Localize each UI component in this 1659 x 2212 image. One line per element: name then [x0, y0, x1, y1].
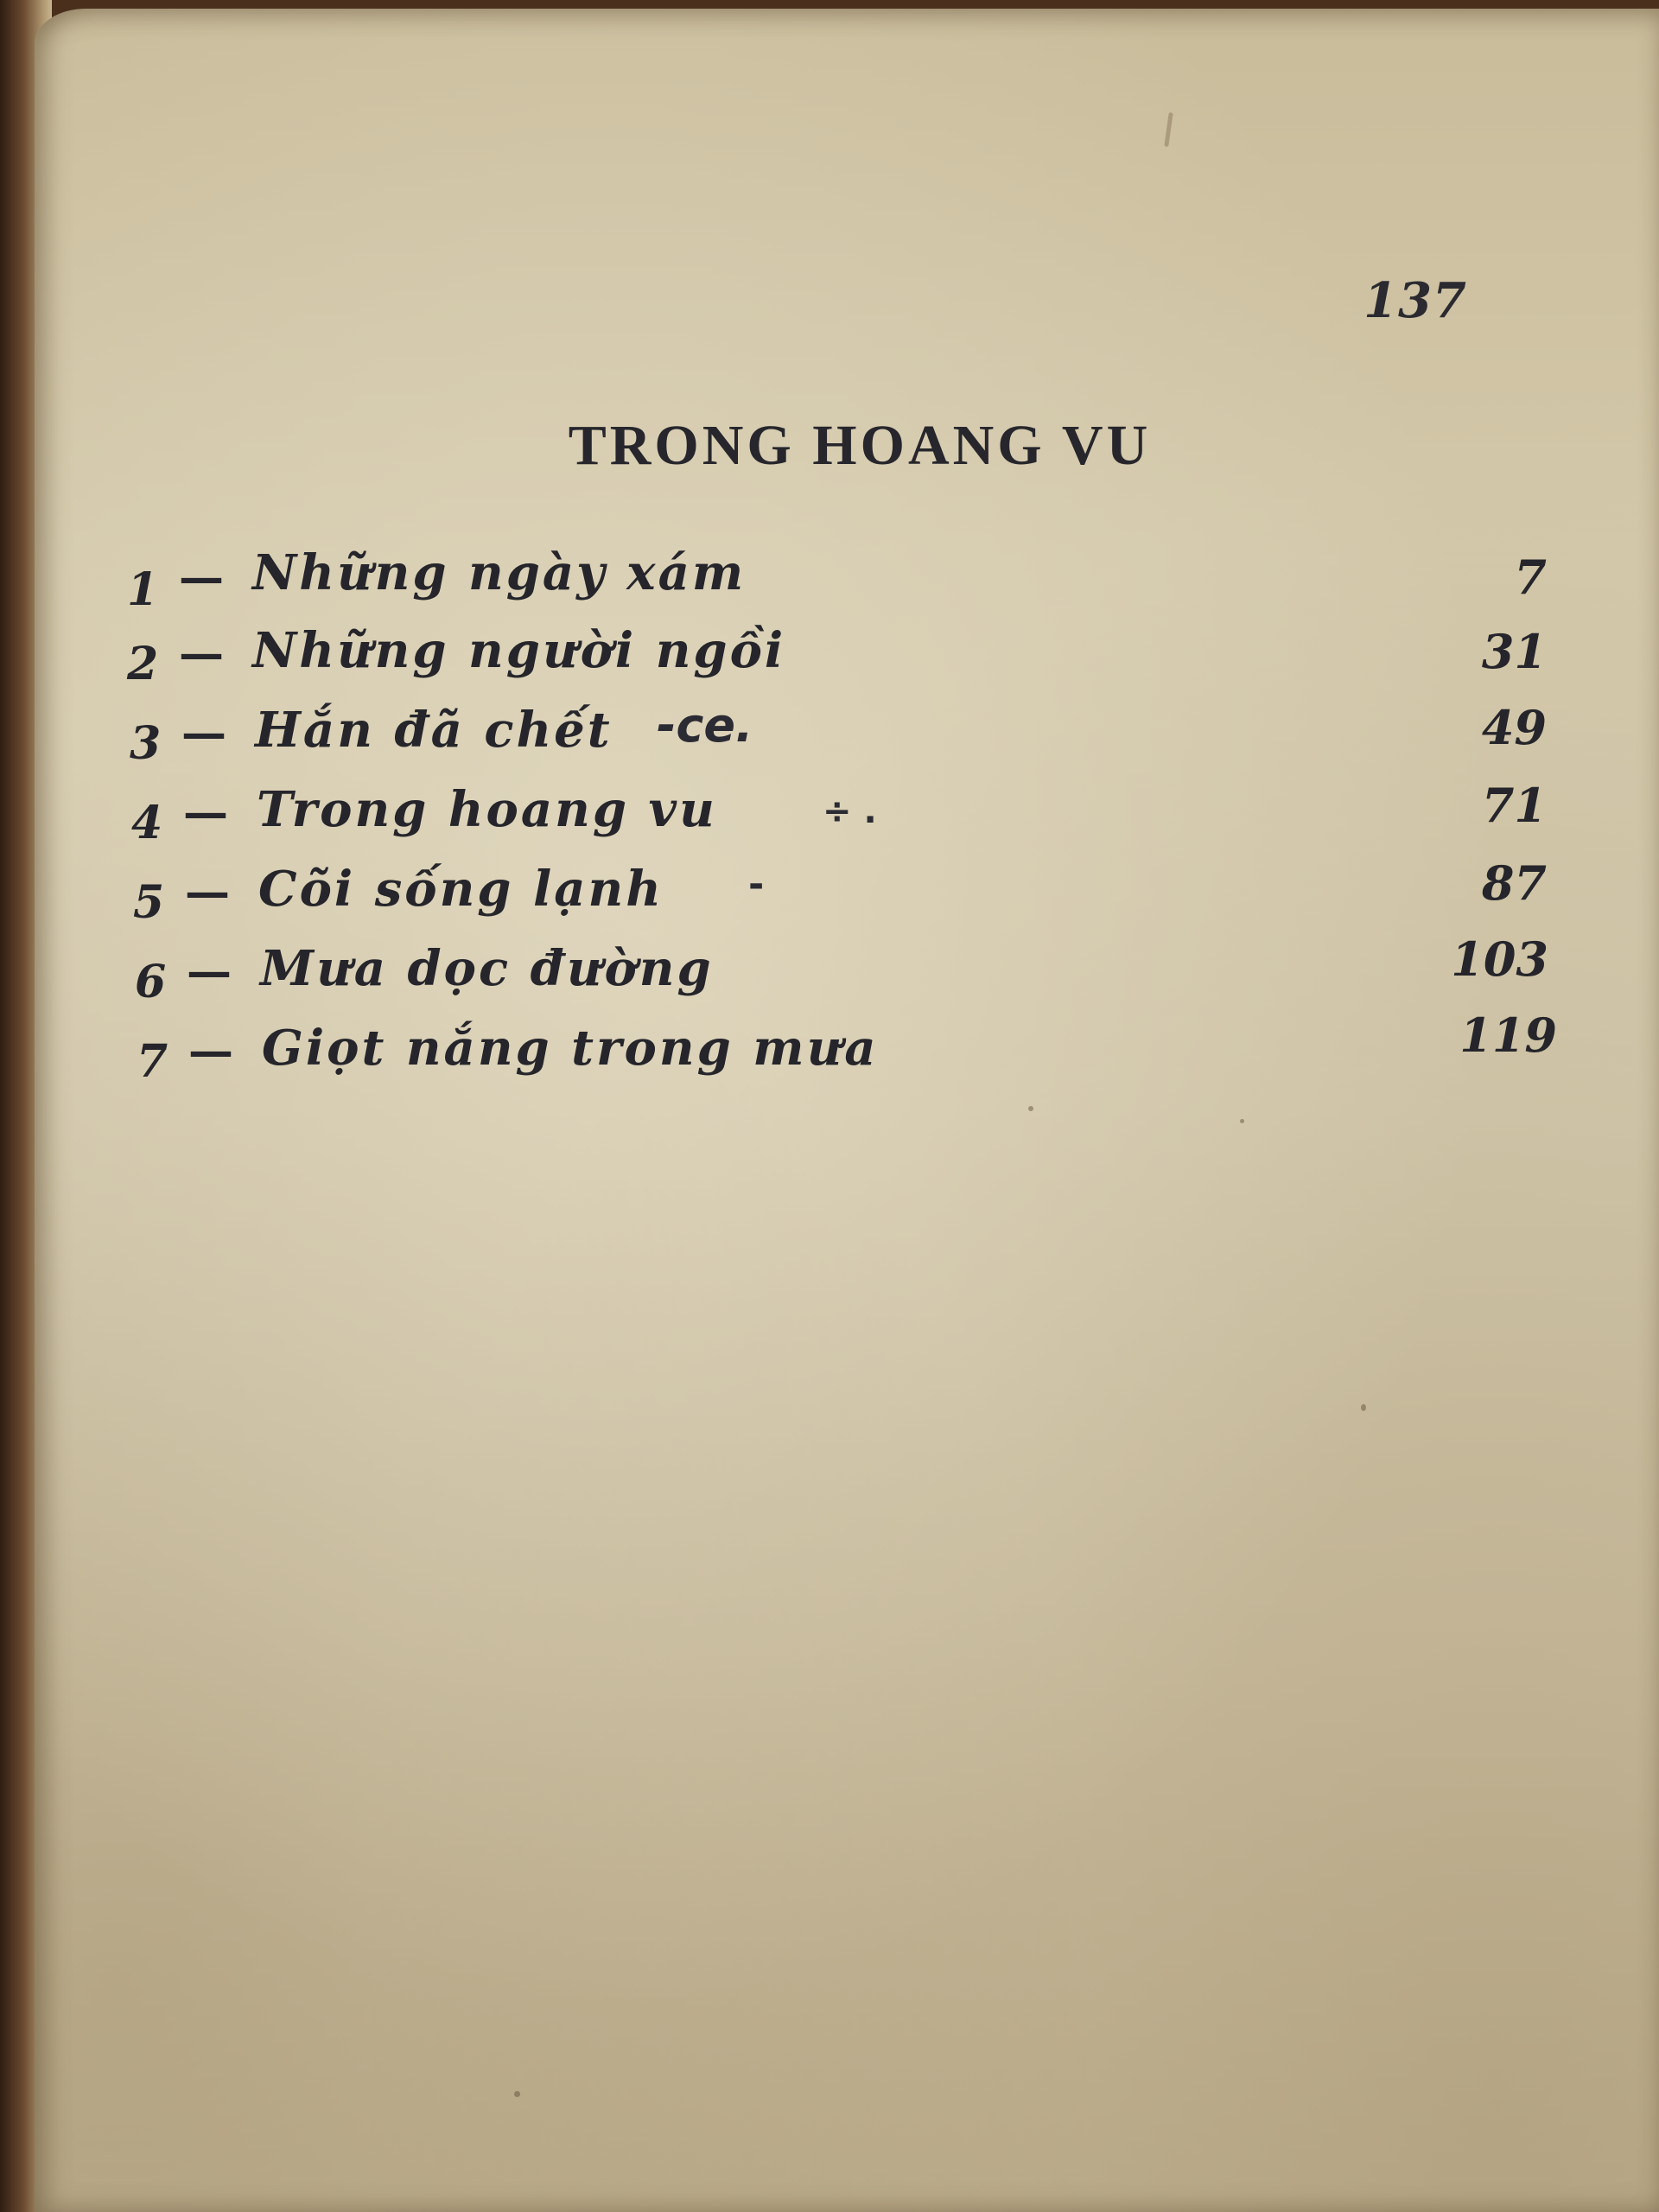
toc-entry-1 — [127, 543, 1547, 616]
toc-entry-title: Mưa dọc đường — [260, 940, 714, 997]
toc-entry-number: 3 — [130, 717, 162, 770]
toc-entry-number: 5 — [133, 876, 165, 929]
toc-entry-3 — [130, 698, 1547, 770]
page-title: TRONG HOANG VU — [568, 414, 1152, 477]
book-page — [35, 9, 1659, 2212]
toc-entry-7 — [137, 1007, 1557, 1092]
toc-entry-2 — [127, 620, 1547, 690]
toc-entry-title: Những người ngồi — [252, 622, 786, 679]
toc-entry-page: 71 — [1481, 778, 1547, 833]
toc-entry-dash: — — [187, 945, 232, 998]
toc-entry-dash: — — [181, 707, 226, 760]
toc-entry-number: 4 — [131, 797, 163, 849]
toc-entry-number: 6 — [135, 956, 167, 1008]
handwritten-annotation: -ce. — [657, 698, 753, 753]
toc-entry-dash: — — [179, 627, 224, 680]
toc-entry-4 — [131, 778, 1547, 849]
toc-entry-page: 87 — [1481, 855, 1547, 911]
toc-entry-dash: — — [179, 551, 224, 604]
paper-speck — [1361, 1404, 1366, 1411]
toc-entry-number: 1 — [127, 563, 159, 616]
page-number: 137 — [1363, 272, 1467, 329]
toc-entry-page: 119 — [1459, 1007, 1557, 1063]
toc-entry-dash: — — [188, 1025, 233, 1077]
paper-speck — [1028, 1106, 1033, 1111]
paper-speck — [514, 2091, 520, 2097]
toc-entry-page: 7 — [1514, 550, 1547, 605]
toc-entry-dash: — — [183, 786, 228, 839]
toc-entry-title: Hắn đã chết — [255, 702, 613, 759]
toc-entry-dash: — — [185, 866, 230, 918]
paper-speck — [1240, 1119, 1244, 1123]
toc-entry-6 — [135, 931, 1548, 1011]
toc-entry-number: 7 — [137, 1035, 168, 1088]
table-of-contents — [35, 9, 1659, 2212]
pencil-mark: ÷ . — [823, 791, 877, 831]
toc-entry-title: Giọt nắng trong mưa — [262, 1020, 879, 1077]
toc-entry-number: 2 — [127, 638, 159, 690]
toc-entry-title: Những ngày xám — [252, 544, 747, 601]
toc-entry-5 — [133, 855, 1547, 930]
pencil-mark: - — [748, 862, 765, 906]
toc-entry-page: 103 — [1451, 931, 1548, 987]
toc-entry-page: 49 — [1481, 700, 1547, 755]
toc-entry-title: Trong hoang vu — [257, 781, 717, 838]
toc-entry-page: 31 — [1481, 624, 1547, 679]
toc-entry-title: Cõi sống lạnh — [258, 861, 664, 918]
